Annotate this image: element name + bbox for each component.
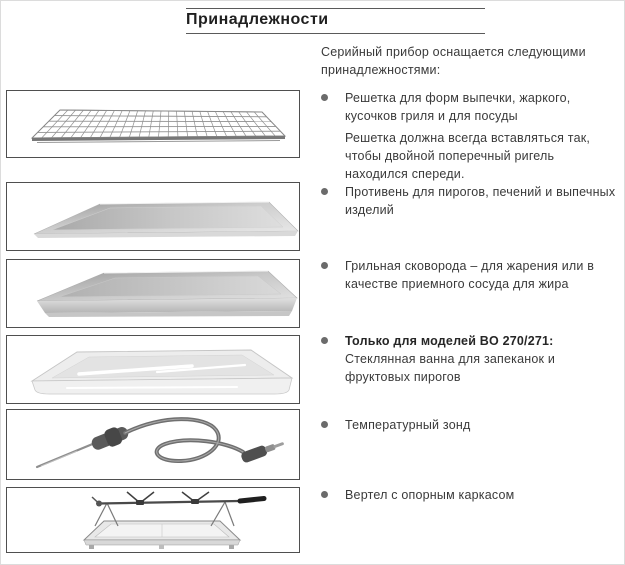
probe-plug <box>240 439 284 464</box>
list-item-temperature-probe <box>321 416 621 434</box>
item-text: Стеклянная ванна для запеканок и фруктовых пирогов <box>345 352 556 384</box>
list-item-glass-dish <box>321 332 621 386</box>
bullet-icon <box>321 421 328 428</box>
wire-rack-foot-line <box>37 141 280 143</box>
bullet-icon <box>321 337 328 344</box>
item-text: Решетка для форм выпечки, жаркого, кусочков гриля и для посуды <box>345 91 571 123</box>
page-title: Принадлежности <box>186 11 329 28</box>
glass-dish-illustration <box>7 336 299 403</box>
title-rule-top <box>186 8 485 9</box>
spit-bar <box>99 501 239 504</box>
bullet-icon <box>321 491 328 498</box>
probe-handle <box>89 423 131 454</box>
grill-pan-illustration <box>7 260 299 327</box>
list-item-grill-pan <box>321 257 621 293</box>
bullet-icon <box>321 188 328 195</box>
spit-support-right-b <box>225 502 234 526</box>
baking-tray-illustration <box>7 183 299 250</box>
probe-needle <box>37 443 95 467</box>
probe-cable-highlight <box>125 419 243 461</box>
spit-tray-foot-left <box>89 545 94 549</box>
list-item-baking-tray <box>321 183 621 219</box>
figure-box-baking-tray <box>6 182 300 251</box>
temperature-probe-illustration <box>7 410 299 479</box>
spit-fork-clamp-2 <box>191 499 199 504</box>
item-text: Грильная сковорода – для жарения или в качестве приемного сосуда для жира <box>345 259 595 291</box>
list-item-rotisserie-spit <box>321 486 621 504</box>
spit-tray-foot-center <box>159 545 164 549</box>
item-text-group <box>345 332 621 386</box>
figure-box-glass-dish <box>6 335 300 404</box>
probe-needle-highlight <box>41 451 77 466</box>
wire-rack-grid <box>32 110 285 138</box>
wire-rack-front-bar <box>32 138 285 140</box>
figure-box-rotisserie-spit <box>6 487 300 553</box>
item-text: Температурный зонд <box>345 418 471 432</box>
item-text: Противень для пирогов, печений и выпечных изделий <box>345 185 616 217</box>
spit-handle <box>240 499 264 502</box>
dish-wall-glare <box>67 387 237 388</box>
figure-box-wire-rack <box>6 90 300 158</box>
wire-rack-note: Решетка должна всегда вставляться так, чтобы двойной поперечный ригель находился спереди. <box>345 131 591 181</box>
list-item-wire-rack <box>321 89 621 125</box>
item-text: Вертел с опорным каркасом <box>345 488 515 502</box>
bullet-icon <box>321 94 328 101</box>
title-rule-bottom <box>186 33 485 34</box>
wire-rack-illustration <box>7 91 299 157</box>
tray-surface <box>52 206 283 230</box>
item-model-note: Только для моделей BO 270/271: <box>345 334 554 348</box>
dish-front-wall <box>32 378 292 394</box>
intro-text: Серийный прибор оснащается следующими принадлежностями: <box>321 45 586 77</box>
rotisserie-spit-illustration <box>7 488 299 552</box>
spit-tray-foot-right <box>229 545 234 549</box>
figure-box-grill-pan <box>6 259 300 328</box>
spit-fork-clamp-1 <box>136 500 144 505</box>
spit-crank <box>92 497 99 504</box>
figure-box-temperature-probe <box>6 409 300 480</box>
spit-tray-wall <box>84 540 240 545</box>
bullet-icon <box>321 262 328 269</box>
